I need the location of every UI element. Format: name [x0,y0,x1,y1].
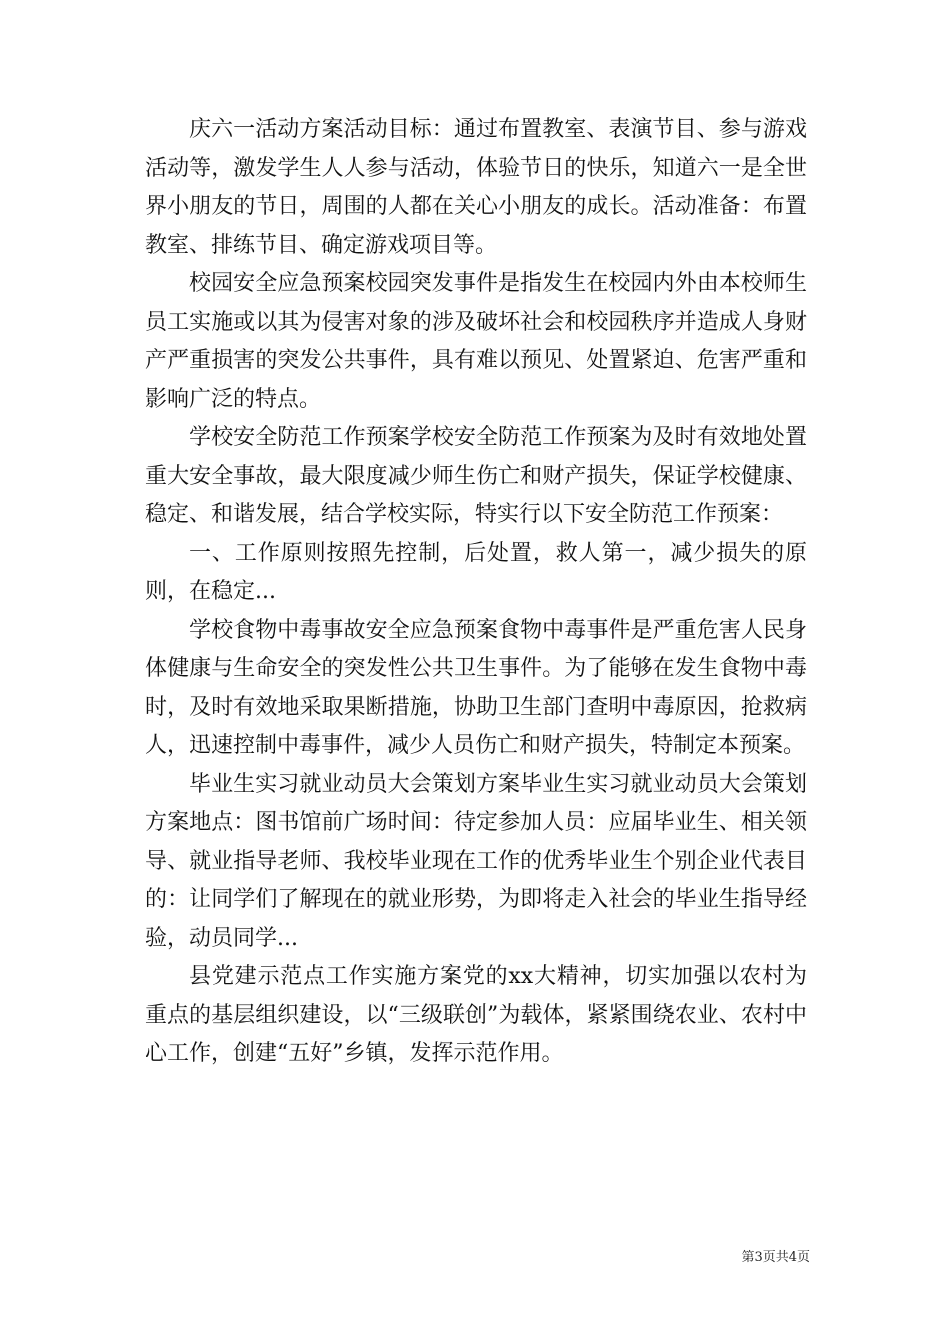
paragraph-school-safety-plan: 学校安全防范工作预案学校安全防范工作预案为及时有效地处置重大安全事故，最大限度减少师生伤亡和财产损失，保证学校健康、稳定、和谐发展，结合学校实际，特实行以下安全防范工作预案： [145,425,807,527]
paragraph-party-building-plan: 县党建示范点工作实施方案党的xx大精神，切实加强以农村为重点的基层组织建设，以“三级联创”为载体，紧紧围绕农业、农村中心工作，创建“五好”乡镇，发挥示范作用。 [145,964,807,1066]
paragraph-food-poisoning-plan: 学校食物中毒事故安全应急预案食物中毒事件是严重危害人民身体健康与生命安全的突发性公共卫生事件。为了能够在发生食物中毒时，及时有效地采取果断措施，协助卫生部门查明中毒原因，抢救病人，迅速控制中毒事件，减少人员伤亡和财产损失，特制定本预案。 [145,617,807,758]
paragraph-campus-emergency-plan: 校园安全应急预案校园突发事件是指发生在校园内外由本校师生员工实施或以其为侵害对象的涉及破坏社会和校园秩序并造成人身财产严重损害的突发公共事件，具有难以预见、处置紧迫、危害严重和影响广泛的特点。 [145,271,807,412]
paragraph-work-principles: 一、工作原则按照先控制，后处置，救人第一，减少损失的原则，在稳定... [145,540,807,604]
page-number-footer: 第3页共4页 [741,1250,810,1265]
paragraph-graduate-employment-plan: 毕业生实习就业动员大会策划方案毕业生实习就业动员大会策划方案地点：图书馆前广场时间：待定参加人员：应届毕业生、相关领导、就业指导老师、我校毕业现在工作的优秀毕业生个别企业代表目的：让同学们了解现在的就业形势，为即将走入社会的毕业生指导经验，动员同学... [145,771,807,951]
paragraph-children-day-plan: 庆六一活动方案活动目标：通过布置教室、表演节目、参与游戏活动等，激发学生人人参与活动，体验节日的快乐，知道六一是全世界小朋友的节日，周围的人都在关心小朋友的成长。活动准备：布置教室、排练节目、确定游戏项目等。 [145,117,807,258]
document-body [145,111,807,1074]
